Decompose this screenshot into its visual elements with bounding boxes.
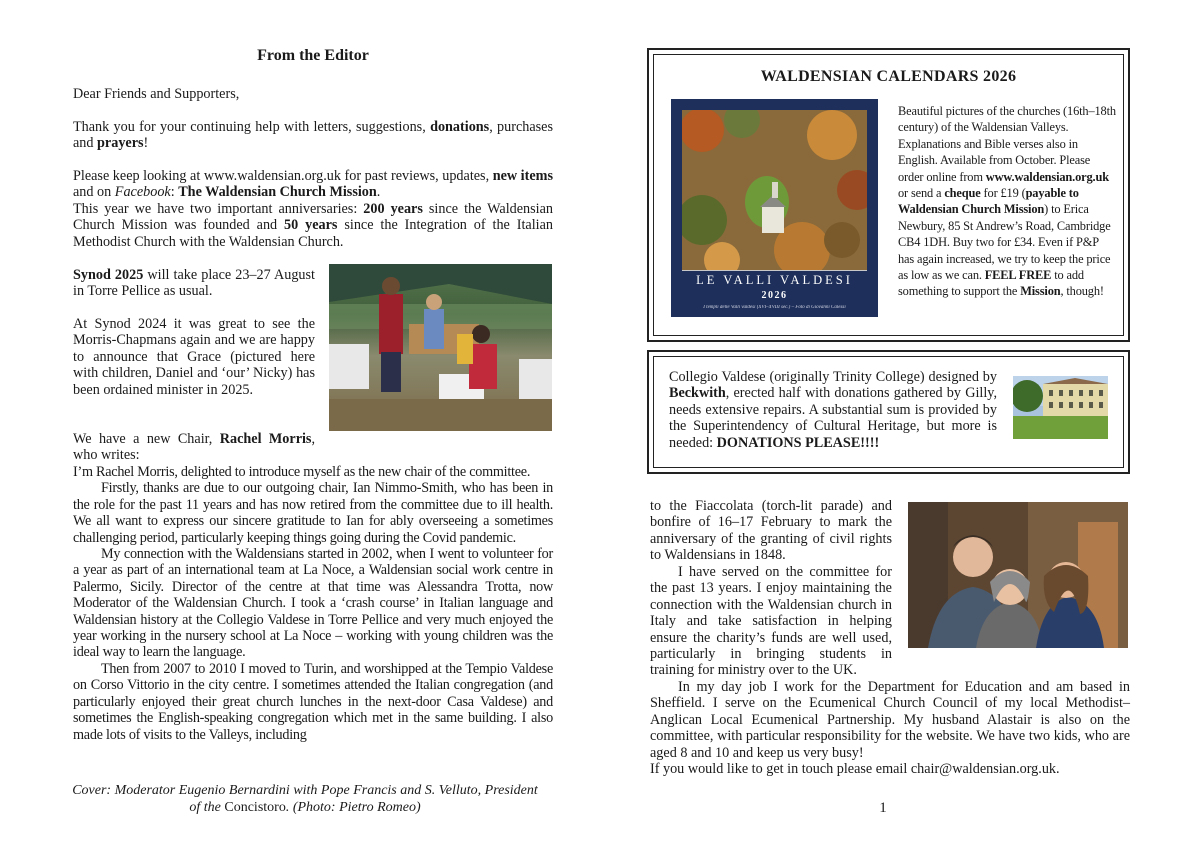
- synod-2024-paragraph: At Synod 2024 it was great to see the Morris-Chapmans again and we are happy to announce that Grace (pictured here with children, Daniel and ‘our’ Nicky) has been ordained minister in 2025.: [73, 316, 315, 398]
- contact-paragraph: If you would like to get in touch please email chair@waldensian.org.uk.: [650, 761, 1060, 777]
- fiaccolata-paragraph: to the Fiaccolata (torch-lit parade) and bonfire of 16–17 February to mark the anniversary of the granting of civil rights to Waldensians in 1848.: [650, 498, 892, 564]
- calendars-title: WALDENSIAN CALENDARS 2026: [760, 68, 1017, 85]
- letter-paragraph: My connection with the Waldensians started in 2002, when I went to volunteer for a year as part of an international team at La Noce, a Waldensian social work centre in Palermo, Sicily. Director of the centre at that time was Alessandra Trotta, now Moderator of the Waldensian Church. I took a ‘crash course’ in Italian language and Waldensian history at the Collegio Valdese in Torre Pellice and very much enjoyed the year working in the nursery school at La Noce – working with young children was the ideal way to learn the language.: [73, 546, 553, 661]
- collegio-photo: [1013, 376, 1108, 439]
- synod-paragraph: Synod 2025 will take place 23–27 August in Torre Pellice as usual.: [73, 267, 315, 300]
- calendars-text: Beautiful pictures of the churches (16th–18th century) of the Waldensian Valleys. Explanations and Bible verses also in English. Available from October. Please order online from www.waldensian.org.uk or send a cheque for £19 (payable to Waldensian Church Mission) to Erica Newbury, 85 St Andrew’s Road, Cambridge CB4 1DH. Buy two for £34. Even if P&P has again increased, we try to keep the price as low as we can. FEEL FREE to add something to support the Mission, though!: [898, 104, 1116, 299]
- calendar-cover-subtitle: I templi delle Valli valdesi (XVI–XVIII sec.) – Foto di Giovanni Calessi: [703, 305, 846, 310]
- chair-letter: [73, 464, 553, 743]
- page-number: 1: [879, 800, 887, 816]
- editor-heading: From the Editor: [257, 47, 369, 64]
- letter-paragraph: Firstly, thanks are due to our outgoing chair, Ian Nimmo-Smith, who has been in the role for the past 11 years and has now retired from the committee due to ill health. We all want to express our sincere gratitude to Ian for ably overseeing a sometimes challenging period, particularly keeping things going during the Covid pandemic.: [73, 480, 553, 546]
- letter-paragraph: Then from 2007 to 2010 I moved to Turin, and worshipped at the Tempio Valdese on Corso Vittorio in the city centre. I sometimes attended the Italian congregation (and particularly enjoyed their great church lunches in the next-door Casa Valdese) and sometimes the English-speaking congregation which met in the same building. I also made lots of visits to the Valleys, including: [73, 660, 553, 743]
- committee-paragraph: I have served on the committee for the past 13 years. I enjoy maintaining the connection with the Waldensian church in Italy and take satisfaction in helping ensure the charity’s funds are well used, particularly in bringing students in training for ministry over to the UK.: [650, 564, 892, 679]
- salutation: Dear Friends and Supporters,: [73, 86, 240, 102]
- cover-caption: Cover: Moderator Eugenio Bernardini with Pope Francis and S. Velluto, President of the Concistoro. (Photo: Pietro Romeo): [72, 783, 538, 815]
- collegio-text: Collegio Valdese (originally Trinity College) designed by Beckwith, erected half with donations gathered by Gilly, needs extensive repairs. A substantial sum is provided by the Superintendency of Cultural Heritage, but more is needed: DONATIONS PLEASE!!!!: [669, 369, 997, 451]
- calendar-cover-year: 2026: [761, 290, 788, 301]
- letter-paragraph: I’m Rachel Morris, delighted to introduce myself as the new chair of the committee.: [73, 464, 531, 480]
- website-paragraph: Please keep looking at www.waldensian.org.uk for past reviews, updates, new items and on Facebook: The Waldensian Church Mission. This year we have two important anniversaries: 200 years since the Waldensian Church Mission was founded and 50 years since the Integration of the Italian Methodist Church with the Waldensian Church.: [73, 168, 553, 250]
- thanks-paragraph: Thank you for your continuing help with letters, suggestions, donations, purchases and prayers!: [73, 119, 553, 152]
- calendar-cover-image: [671, 99, 878, 317]
- synod-photo: [329, 264, 552, 431]
- new-chair-paragraph: We have a new Chair, Rachel Morris, who writes:: [73, 431, 316, 464]
- rachel-photo: [908, 502, 1128, 648]
- day-job-paragraph: In my day job I work for the Department for Education and am based in Sheffield. I serve on the Ecumenical Church Council of my local Methodist–Anglican Local Ecumenical Partnership. My husband Alastair is also on the committee, with particular responsibility for the website. We have two kids, who are aged 8 and 10 and keep us very busy!: [650, 679, 1130, 761]
- calendar-cover-title: LE VALLI VALDESI: [696, 273, 853, 287]
